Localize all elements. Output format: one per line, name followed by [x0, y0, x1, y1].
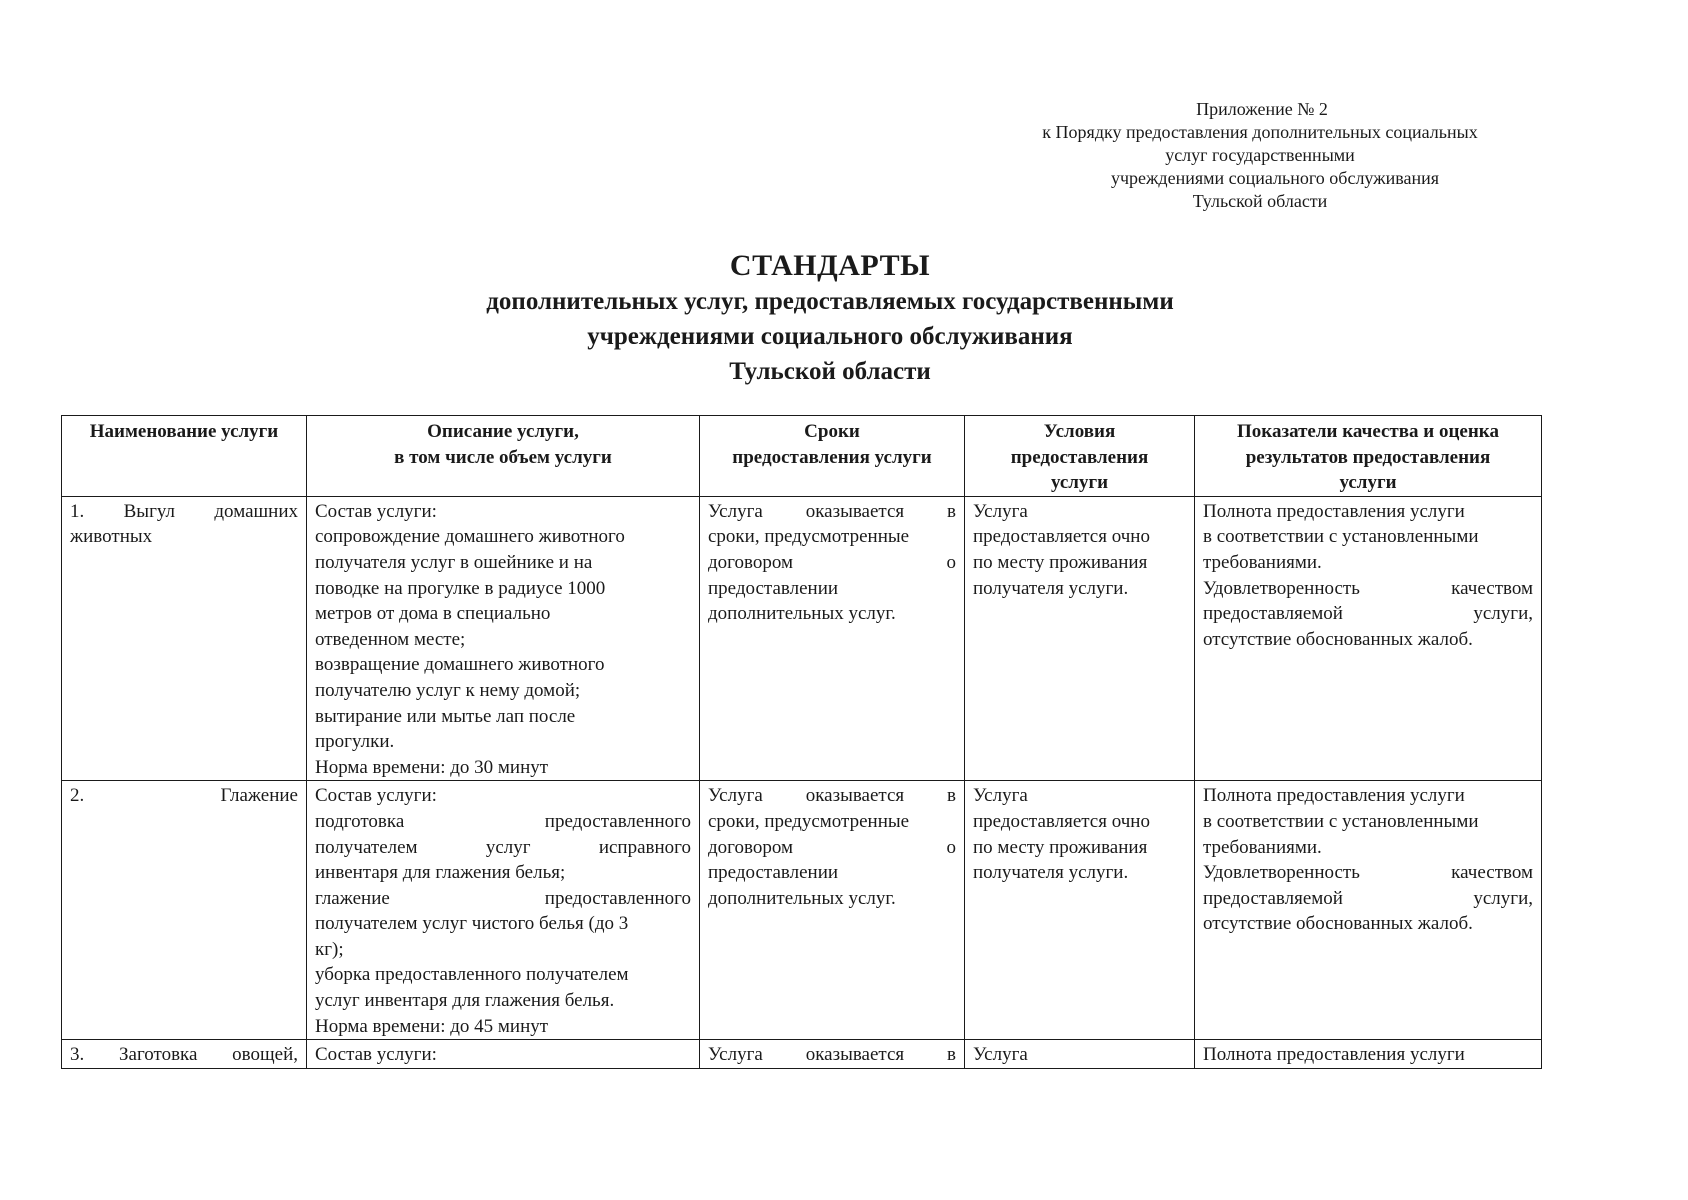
standards-table: [61, 415, 1542, 1069]
cell-line: глажение предоставленного: [315, 887, 691, 909]
cell-line: поводке на прогулке в радиусе 1000: [315, 577, 606, 599]
header-quality: [1195, 416, 1542, 497]
cell-quality: [1195, 496, 1542, 781]
cell-line: отведенном месте;: [315, 628, 466, 650]
cell-line: Полнота предоставления услуги: [1203, 500, 1465, 522]
header-text: Условия: [1043, 421, 1116, 442]
cell-line: Услуга оказывается в: [708, 500, 956, 522]
cell-line: получателю услуг к нему домой;: [315, 679, 581, 701]
cell-line: Услуга оказывается в: [708, 1044, 956, 1066]
cell-line: в соответствии с установленными: [1203, 810, 1479, 832]
header-text: предоставления: [1010, 446, 1149, 468]
title-main: СТАНДАРТЫ: [729, 249, 931, 282]
header-service-name: [62, 416, 307, 497]
cell-line: кг);: [315, 938, 344, 960]
cell-line: отсутствие обоснованных жалоб.: [1203, 913, 1473, 935]
cell-line: получателя услуг в ошейнике и на: [315, 551, 593, 573]
cell-line: Состав услуги:: [315, 500, 437, 522]
table-row: [62, 781, 1542, 1040]
header-text: услуги: [1339, 472, 1397, 494]
cell-text: [70, 1042, 298, 1068]
cell-quality: [1195, 1040, 1542, 1069]
appendix-line: Тульской области: [1192, 191, 1328, 211]
cell-text: [70, 499, 298, 550]
cell-line: Норма времени: до 30 минут: [315, 756, 549, 778]
cell-text: [315, 499, 691, 781]
header-text: услуги: [1050, 472, 1109, 494]
cell-text: [708, 499, 956, 627]
cell-conditions: [965, 781, 1195, 1040]
appendix-line: учреждениями социального обслуживания: [1110, 168, 1440, 188]
cell-quality: [1195, 781, 1542, 1040]
cell-line: предоставляется очно: [973, 810, 1150, 832]
header-text: Наименование услуги: [89, 421, 279, 442]
cell-line: предоставлении: [708, 862, 839, 884]
appendix-line: Приложение № 2: [1196, 99, 1328, 119]
cell-line: отсутствие обоснованных жалоб.: [1203, 628, 1473, 650]
cell-line: получателя услуги.: [973, 862, 1129, 884]
appendix-line: услуг государственными: [1165, 145, 1355, 165]
cell-line: прогулки.: [315, 731, 395, 753]
cell-service-name: [62, 1040, 307, 1069]
appendix-line: к Порядку предоставления дополнительных социальных: [1042, 122, 1478, 142]
cell-conditions: [965, 1040, 1195, 1069]
cell-line: получателя услуги.: [973, 577, 1129, 599]
cell-line: договором о: [708, 551, 956, 573]
cell-line: договором о: [708, 836, 956, 858]
cell-line: 2. Глажение: [70, 785, 298, 807]
cell-description: [307, 781, 700, 1040]
cell-line: Состав услуги:: [315, 1044, 437, 1066]
cell-text: [1203, 499, 1533, 653]
cell-text: [1203, 783, 1533, 937]
cell-line: вытирание или мытье лап после: [315, 705, 576, 727]
cell-line: дополнительных услуг.: [708, 887, 896, 909]
title-sub-line: учреждениями социального обслуживания: [587, 323, 1073, 350]
cell-text: [708, 1042, 956, 1068]
cell-line: предоставлении: [708, 577, 839, 599]
cell-service-name: [62, 496, 307, 781]
table-header-row: [62, 416, 1542, 497]
cell-line: уборка предоставленного получателем: [315, 964, 629, 986]
cell-line: в соответствии с установленными: [1203, 526, 1479, 548]
cell-line: услуг инвентаря для глажения белья.: [315, 990, 615, 1012]
header-description: [307, 416, 700, 497]
cell-line: 1. Выгул домашних: [70, 500, 298, 522]
cell-line: по месту проживания: [973, 551, 1148, 573]
cell-text: [315, 1042, 691, 1068]
cell-conditions: [965, 496, 1195, 781]
cell-line: предоставляемой услуги,: [1203, 603, 1533, 625]
cell-line: требованиями.: [1203, 551, 1322, 573]
cell-line: Услуга: [973, 500, 1028, 522]
cell-line: подготовка предоставленного: [315, 810, 691, 832]
cell-text: [315, 783, 691, 1039]
cell-description: [307, 496, 700, 781]
cell-text: [973, 1042, 1186, 1068]
cell-line: Удовлетворенность качеством: [1203, 862, 1533, 884]
cell-line: инвентаря для глажения белья;: [315, 862, 566, 884]
cell-line: предоставляемой услуги,: [1203, 887, 1533, 909]
title-sub-line: Тульской области: [729, 358, 931, 385]
cell-line: Полнота предоставления услуги: [1203, 1044, 1465, 1066]
cell-line: требованиями.: [1203, 836, 1322, 858]
cell-line: возвращение домашнего животного: [315, 654, 605, 676]
cell-terms: [700, 496, 965, 781]
cell-text: [708, 783, 956, 911]
header-conditions: [965, 416, 1195, 497]
cell-line: предоставляется очно: [973, 526, 1150, 548]
cell-line: Услуга: [973, 1044, 1028, 1066]
document-title: [0, 248, 1660, 389]
cell-description: [307, 1040, 700, 1069]
cell-line: метров от дома в специально: [315, 603, 551, 625]
cell-line: Удовлетворенность качеством: [1203, 577, 1533, 599]
cell-line: сроки, предусмотренные: [708, 526, 910, 548]
header-terms: [700, 416, 965, 497]
cell-service-name: [62, 781, 307, 1040]
cell-terms: [700, 1040, 965, 1069]
cell-line: по месту проживания: [973, 836, 1148, 858]
table-row: [62, 1040, 1542, 1069]
title-sub-line: дополнительных услуг, предоставляемых государственными: [486, 288, 1174, 315]
header-text: в том числе объем услуги: [394, 446, 612, 468]
header-text: предоставления услуги: [732, 446, 932, 468]
cell-text: [973, 783, 1186, 885]
cell-line: получателем услуг исправного: [315, 836, 691, 858]
cell-text: [70, 783, 298, 809]
table-row: [62, 496, 1542, 781]
cell-line: сроки, предусмотренные: [708, 810, 910, 832]
cell-line: Услуга: [973, 785, 1028, 807]
header-text: Сроки: [804, 421, 860, 442]
cell-line: получателем услуг чистого белья (до 3: [315, 913, 629, 935]
cell-line: дополнительных услуг.: [708, 603, 896, 625]
cell-text: [1203, 1042, 1533, 1068]
header-text: Показатели качества и оценка: [1237, 421, 1499, 442]
cell-line: животных: [70, 526, 153, 548]
header-text: Описание услуги,: [427, 421, 579, 442]
cell-line: Полнота предоставления услуги: [1203, 785, 1465, 807]
cell-line: Услуга оказывается в: [708, 785, 956, 807]
appendix-note: [960, 98, 1560, 213]
cell-terms: [700, 781, 965, 1040]
cell-line: Норма времени: до 45 минут: [315, 1015, 549, 1037]
cell-line: Состав услуги:: [315, 785, 437, 807]
cell-line: сопровождение домашнего животного: [315, 526, 625, 548]
cell-line: 3. Заготовка овощей,: [70, 1044, 298, 1066]
header-text: результатов предоставления: [1245, 446, 1491, 468]
cell-text: [973, 499, 1186, 601]
